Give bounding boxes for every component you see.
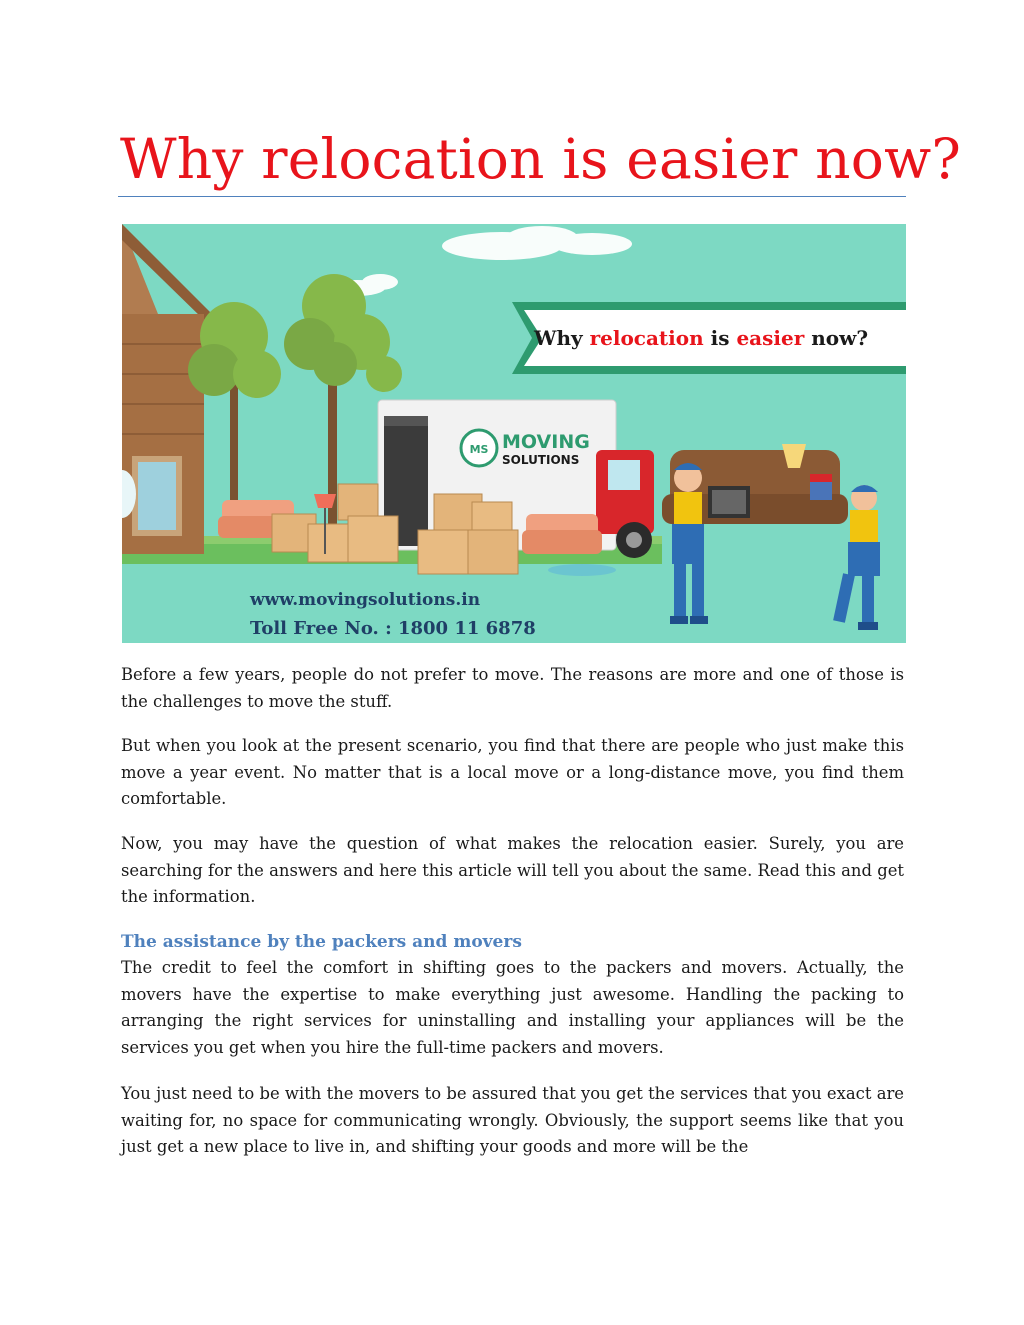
- paragraph-1: Before a few years, people do not prefer to move. The reasons are more and one of those is the challenges to move the stuff.: [121, 665, 904, 711]
- truck-brand-line1: MOVING: [502, 431, 590, 453]
- banner-headline-3: is: [703, 326, 737, 350]
- title-divider: [118, 196, 906, 197]
- paragraph-3: Now, you may have the question of what makes the relocation easier. Surely, you are searching for the answers and here this article will tell you about the same. Read this and get the information.: [121, 834, 904, 906]
- headline-ribbon: [512, 302, 906, 374]
- page-title: Why relocation is easier now?: [120, 127, 962, 191]
- svg-text:Why relocation is easier now?: [533, 326, 868, 350]
- section-paragraph-2: You just need to be with the movers to be assured that you get the services that you exact are waiting for, no space for communicating wrongly. Obviously, the support seems like that you just get a new place to live in, and shifting your goods and more will be the: [121, 1084, 904, 1156]
- banner-tollfree: Toll Free No. : 1800 11 6878: [250, 618, 536, 639]
- truck-logo-initials: MS: [469, 443, 489, 456]
- section-heading: The assistance by the packers and movers: [121, 932, 522, 952]
- hero-banner-image: [122, 224, 906, 643]
- banner-website: www.movingsolutions.in: [250, 590, 481, 610]
- paragraph-2: But when you look at the present scenario, you find that there are people who just make this move a year event. No matter that is a local move or a long-distance move, you find them comfortable.: [121, 736, 904, 808]
- section-paragraph-1: The credit to feel the comfort in shifting goes to the packers and movers. Actually, the movers have the expertise to make everything just awesome. Handling the packing to arranging the right services for uninstalling and installing your appliances will be the services you get when you hire the full-time packers and movers.: [121, 958, 904, 1057]
- truck-brand-line2: SOLUTIONS: [502, 453, 580, 467]
- banner-headline-4: easier: [736, 326, 805, 350]
- banner-headline-1: Why: [534, 326, 590, 350]
- banner-headline-2: relocation: [589, 326, 704, 350]
- banner-headline-5: now?: [804, 326, 869, 350]
